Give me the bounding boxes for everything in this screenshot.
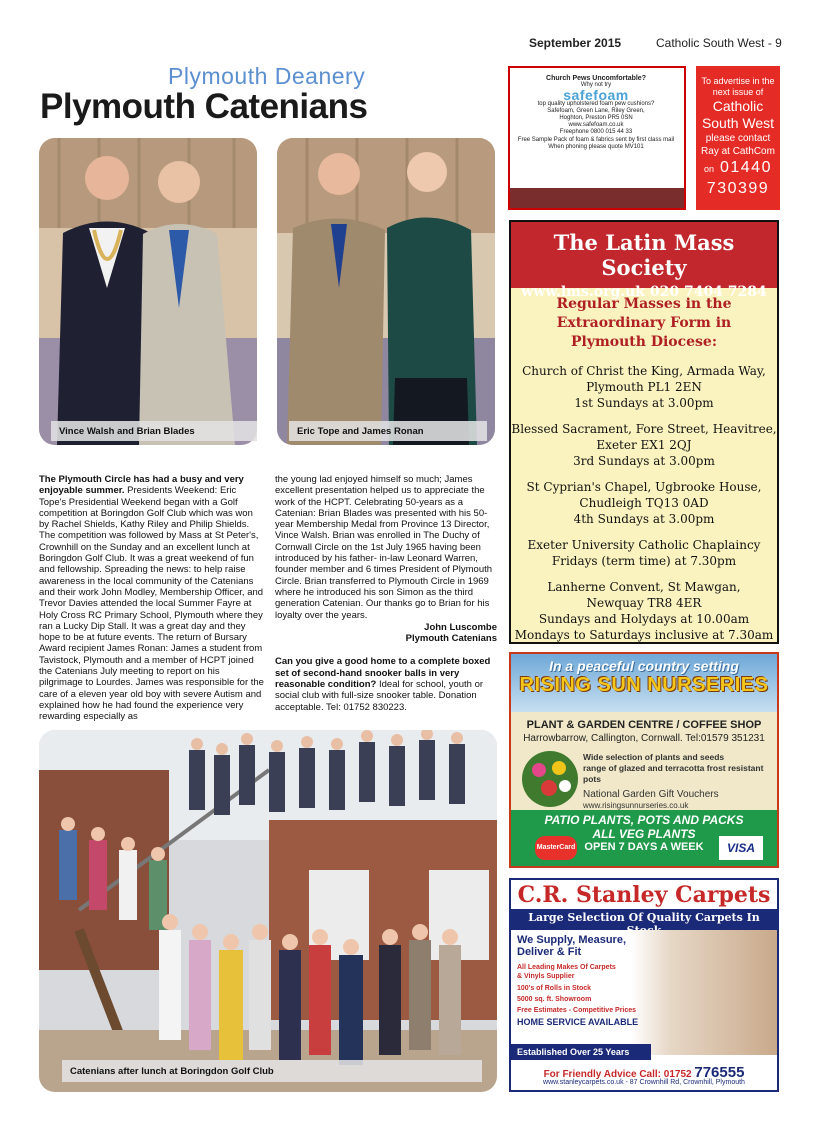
ad-line: To advertise in the <box>701 76 775 86</box>
rising-tagline: In a peaceful country setting <box>549 658 739 674</box>
rising-band-line: ALL VEG PLANTS <box>592 827 696 841</box>
photo-caption: Vince Walsh and Brian Blades <box>51 421 257 441</box>
venue-line: 3rd Sundays at 3.00pm <box>573 454 715 468</box>
stanley-features <box>517 934 657 1027</box>
stanley-line: All Leading Makes Of Carpets <box>517 964 616 971</box>
lms-venue <box>511 421 777 469</box>
ad-line: www.safefoam.co.uk <box>568 122 624 129</box>
lms-venue <box>511 363 777 411</box>
pews-photo-strip <box>510 188 684 208</box>
article-headline: Plymouth Catenians <box>40 87 368 126</box>
article-lead: The Plymouth Circle has had a busy and very enjoyable summer. <box>39 474 244 497</box>
venue-line: Fridays (term time) at 7.30pm <box>551 554 737 568</box>
rising-vouchers: National Garden Gift Vouchers <box>583 789 719 800</box>
lms-venue <box>511 537 777 569</box>
rising-features <box>583 752 777 811</box>
issue-date: September 2015 <box>529 36 622 50</box>
ad-line: Catholic <box>712 98 764 114</box>
ad-latin-mass-society <box>509 220 779 644</box>
rising-line: range of glazed and terracotta frost resistant pots <box>583 763 764 784</box>
photo-illustration <box>39 138 257 445</box>
photo-caption: Catenians after lunch at Boringdon Golf Club <box>62 1060 482 1082</box>
lms-sub-line: Extraordinary Form in <box>556 315 732 331</box>
ad-stanley-carpets <box>509 878 779 1092</box>
lms-subheading <box>511 295 777 352</box>
photo-eric-tope-james-ronan <box>277 138 495 445</box>
ad-line: Free Sample Pack of foam & fabrics sent by first class mail <box>517 136 675 143</box>
phone-part-2: 730399 <box>706 180 770 197</box>
ad-line: Safefoam, Green Lane, Riley Green, <box>547 107 645 114</box>
phone-part-1: 01440 <box>719 159 772 176</box>
venue-line: St Cyprian's Chapel, Ugbrooke House, <box>526 480 762 494</box>
visa-logo: VISA <box>719 836 763 860</box>
article-column-1 <box>39 474 265 723</box>
ad-rising-sun-nurseries <box>509 652 779 868</box>
stanley-line: & Vinyls Supplier <box>517 973 575 980</box>
snooker-lead: Can you give a good home to a complete boxed set of second-hand snooker balls in very reasonable condition? <box>275 656 491 691</box>
rising-band-line: PATIO PLANTS, POTS AND PACKS <box>544 813 744 827</box>
rising-band-line: OPEN 7 DAYS A WEEK <box>584 841 704 853</box>
lms-venue <box>511 479 777 527</box>
ad-line: top quality upholstered foam pew cushions? <box>537 100 655 107</box>
venue-line: Lanherne Convent, St Mawgan, <box>547 580 741 594</box>
article-body-continued: the young lad enjoyed himself so much; James excellent presentation helped us to appreciate the work of the HCPT. Celebrating 50-years as a Catenian: Brian Blades was presented with his 50-year Membership Medal from Province 13 Director, Vince Walsh. Brian was enrolled in The Duchy of Cornwall Circle on the 1st July 1965 having been introduced by his father- in-law Leonard Warren, founder member and 6 times President of Plymouth Circle. Brian transferred to Plymouth Circle in 1969 where he introduced his son Simon as the third generation Catenian. Our thanks go to Brian for his loyalty over the years. <box>275 474 493 621</box>
photo-caption: Eric Tope and James Ronan <box>289 421 487 441</box>
ad-on: on <box>704 164 715 174</box>
author-name: John Luscombe <box>424 621 497 633</box>
lms-title: The Latin Mass Society <box>553 230 735 280</box>
ad-line: Ray at CathCom <box>701 146 775 157</box>
stanley-line: Deliver & Fit <box>517 946 582 958</box>
rising-brand: RISING SUN NURSERIES <box>519 674 769 696</box>
safefoam-logo: safefoam <box>563 87 629 104</box>
venue-line: Mondays to Saturdays inclusive at 7.30am <box>514 628 774 642</box>
photo-illustration <box>39 730 497 1092</box>
lms-header <box>511 222 777 300</box>
stanley-line: We Supply, Measure, <box>517 934 627 946</box>
lms-body <box>511 295 777 643</box>
rising-shop: PLANT & GARDEN CENTRE / COFFEE SHOP <box>526 719 762 731</box>
section-kicker: Plymouth Deanery <box>168 63 366 89</box>
rising-line: Wide selection of plants and seeds <box>583 752 725 762</box>
rising-banner <box>511 654 777 712</box>
ad-line: Freephone 0800 015 44 33 <box>559 129 633 136</box>
ad-line: When phoning please quote MV101 <box>548 143 644 150</box>
venue-line: 1st Sundays at 3.00pm <box>574 396 714 410</box>
stanley-subtitle: Large Selection Of Quality Carpets In <box>511 909 777 939</box>
lms-contact: www.lms.org.uk 020 7404 7284 <box>521 284 767 300</box>
venue-line: Exeter University Catholic Chaplaincy <box>527 538 761 552</box>
stanley-line: 5000 sq. ft. Showroom <box>517 996 592 1003</box>
article-body: Presidents Weekend: Eric Tope's Presidential Weekend began with a Golf competition at Boringdon Golf Club which was won by Rachel Shields, Kathy Riley and Philip Shields. The competition was followed by Mass at St Peter's, Crownhill on the Sunday and an excellent lunch at Boringdon Golf Club. It was a great weekend of fun and fellowship. Spreading the news: to help raise awareness in the local community of the Catenians and their work John Modley, Membership Officer, and Trevor Davies attended the local Summer Fayre at Holy Cross RC Primary School, Plymouth where they ran a Lucky Dip Stall. It was a great day and they hope to be at future events. The return of Bursary Award recipient James Ronan: James a student from Tavistock, Plymouth and a member of HCPT joined the Catenians July meeting to report on his pilgrimage to Lourdes. James was responsible for the care of a eleven year old boy with severe Autism and explained how he had found the experience very rewarding especially as <box>39 485 264 723</box>
photo-illustration <box>277 138 495 445</box>
snooker-notice <box>275 656 497 712</box>
lms-sub-line: Plymouth Diocese: <box>570 334 717 350</box>
venue-line: Plymouth PL1 2EN <box>586 380 702 394</box>
photo-group-boringdon <box>39 730 497 1092</box>
lms-venue <box>511 579 777 643</box>
venue-line: Exeter EX1 2QJ <box>596 438 692 452</box>
stanley-phone: 776555 <box>694 1064 745 1081</box>
venue-line: Newquay TR8 4ER <box>586 596 702 610</box>
ad-line: please contact <box>705 133 771 144</box>
stanley-line: 100's of Rolls in Stock <box>517 985 592 992</box>
mastercard-logo: MasterCard <box>535 836 577 860</box>
ad-line: Hoghton, Preston PR5 0SN <box>559 115 633 122</box>
ad-line: South West <box>701 115 775 131</box>
stanley-brand: C.R. Stanley Carpets <box>517 882 771 908</box>
stanley-line: Free Estimates - Competitive Prices <box>517 1007 637 1014</box>
venue-line: 4th Sundays at 3.00pm <box>573 512 715 526</box>
photo-vince-walsh-brian-blades <box>39 138 257 445</box>
stanley-line: HOME SERVICE AVAILABLE <box>517 1017 639 1027</box>
ad-title: Church Pews Uncomfortable? <box>546 75 646 82</box>
rising-web: www.risingsunnurseries.co.uk <box>583 801 689 810</box>
lms-sub-line: Regular Masses in the <box>556 296 732 312</box>
venue-line: Sundays and Holydays at 10.00am <box>538 612 750 626</box>
rising-green-band <box>511 810 777 866</box>
stanley-established: Established Over 25 Years <box>511 1044 651 1060</box>
flower-icon <box>519 748 581 810</box>
ad-safefoam-text <box>513 71 679 205</box>
paper-and-page: Catholic South West - 9 <box>656 36 782 50</box>
venue-line: Blessed Sacrament, Fore Street, Heavitree, <box>511 422 777 436</box>
snooker-body: Ideal for school, youth or social club with full-size snooker table. Donation acceptable. Tel: 01752 830223. <box>275 679 484 713</box>
ad-cathcom <box>696 66 780 210</box>
ad-safefoam <box>508 66 686 210</box>
rising-address: Harrowbarrow, Callington, Cornwall. Tel:01579 351231 <box>523 733 765 744</box>
ad-why: Why not try <box>580 82 612 89</box>
stanley-advice-label: For Friendly Advice Call: 01752 <box>543 1069 692 1080</box>
article-column-2 <box>275 474 497 713</box>
venue-line: Church of Christ the King, Armada Way, <box>522 364 766 378</box>
ad-line: next issue of <box>712 87 764 97</box>
venue-line: Chudleigh TQ13 0AD <box>579 496 709 510</box>
author-organisation: Plymouth Catenians <box>405 633 497 645</box>
stanley-footer: www.stanleycarpets.co.uk - 87 Crownhill Rd, Crownhill, Plymouth <box>543 1079 745 1086</box>
